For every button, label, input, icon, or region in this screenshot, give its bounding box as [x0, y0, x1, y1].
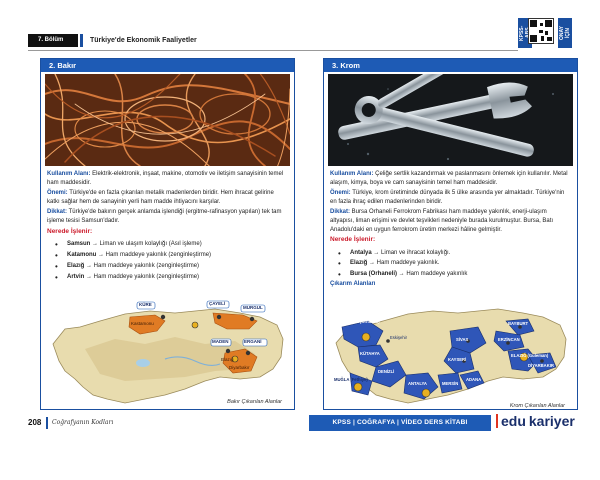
- book-title: KPSS | COĞRAFYA | VİDEO DERS KİTABI: [309, 415, 491, 431]
- note-text: Türkiye'de bakırın gerçek anlamda işlendiği (ergitme-rafinasyon yapılan) tek tam işleme tesisi Samsun'dadır.: [47, 209, 282, 224]
- where-processed: [330, 236, 571, 245]
- copper-section: [40, 58, 295, 410]
- map-label-kastamonu: Kastamonu: [131, 321, 154, 326]
- list-item: • Elazığ → Ham maddeye yakınlık.: [338, 258, 577, 269]
- map-label-kure: KÜRE: [139, 302, 152, 307]
- copper-importance: [47, 189, 288, 206]
- qr-code-icon[interactable]: [528, 18, 554, 44]
- map-label-adana: ADANA: [466, 377, 482, 382]
- footer-separator: [46, 417, 48, 429]
- chrome-note: [330, 208, 571, 234]
- usage-label: Kullanım Alanı:: [330, 171, 374, 177]
- map-label-mersin: MERSİN: [442, 381, 459, 386]
- where-label: Nerede İşlenir:: [330, 236, 376, 244]
- where-label: Nerede İşlenir:: [47, 227, 93, 235]
- wrench-photo: [328, 74, 573, 166]
- usage-label: Kullanım Alanı:: [47, 171, 91, 177]
- note-label: Dikkat:: [330, 209, 351, 216]
- usage-text: Çeliğe sertlik kazandırmak ve paslanmasını önlemek için kullanılır. Metal alaşım, kimya, boya ve cam sanayisinin temel ham maddesidir.: [330, 171, 568, 186]
- processing-list: [338, 248, 577, 280]
- page-header: [28, 25, 571, 52]
- section-title: 3. Krom: [324, 59, 577, 72]
- copper-note: [47, 208, 288, 225]
- chrome-map: [328, 301, 573, 411]
- chapter-separator: [80, 34, 83, 47]
- list-item: • Antalya → Liman ve ihracat kolaylığı.: [338, 248, 577, 259]
- map-label-bursa: BURSA (Orhaneli): [344, 319, 380, 324]
- note-label: Dikkat:: [47, 209, 68, 216]
- map-label-kayseri: KAYSERİ: [448, 357, 467, 362]
- brand-edu: edu: [501, 413, 526, 429]
- map-label-diyarbakir: DİYARBAKIR: [528, 363, 554, 368]
- map-label-murgul: MURGUL: [243, 305, 263, 310]
- copper-usage: [47, 170, 288, 187]
- side-tag-a: KPSS-: [518, 18, 532, 48]
- header-rule: [28, 50, 518, 51]
- map-caption: Krom Çıkarılan Alanlar: [509, 403, 565, 409]
- section-title: 2. Bakır: [41, 59, 294, 72]
- brand-logo: [496, 413, 575, 433]
- where-processed: [47, 228, 288, 237]
- map-caption: Bakır Çıkarılan Alanlar: [227, 399, 282, 405]
- chapter-tag: 7. Bölüm: [28, 34, 78, 47]
- map-label-cayeli: ÇAYELİ: [209, 301, 226, 306]
- importance-label: Önemi:: [330, 190, 351, 197]
- list-item: • Bursa (Orhaneli) → Ham maddeye yakınlık: [338, 269, 577, 280]
- areas-label: Çıkarım Alanları: [330, 281, 376, 288]
- importance-text: Türkiye'de en fazla çıkarılan metalik madenlerden biridir. Hem ihracat gelirine katkı sağlar hem de sanayinin yerli ham madde ihtiyacını karşılar.: [47, 190, 274, 205]
- map-label-sivas: SİVAS: [456, 337, 469, 342]
- chrome-usage: [330, 170, 571, 187]
- page-number: 208: [28, 418, 42, 427]
- chrome-section: [323, 58, 578, 410]
- map-label-elazig: ELAZIĞ (Guleman): [511, 353, 549, 358]
- map-label-eskisehir: Eskişehir: [390, 335, 407, 340]
- side-tag-b: ONAY İÇİN: [558, 18, 572, 48]
- map-label-bayburt: BAYBURT: [508, 321, 529, 326]
- importance-text: Türkiye, krom üretiminde dünyada ilk 5 ülke arasında yer almaktadır. Türkiye'nin en fazla ihraç edilen madenlerinden biridir.: [330, 190, 565, 205]
- list-item: • Elazığ → Ham maddeye yakınlık (zenginleştirme): [55, 261, 294, 272]
- map-label-mugla: MUĞLA (Fethiye): [334, 377, 368, 382]
- brand-bar: [496, 414, 498, 428]
- map-label-erzincan: ERZİNCAN: [498, 337, 520, 342]
- chrome-importance: [330, 189, 571, 206]
- map-label-denizli: DENİZLİ: [378, 369, 395, 374]
- list-item: • Katamonu → Ham maddeye yakınlık (zenginleştirme): [55, 250, 294, 261]
- map-label-kutahya: KÜTAHYA: [360, 351, 380, 356]
- processing-list: [55, 239, 294, 283]
- list-item: • Artvin → Ham maddeye yakınlık (zenginleştirme): [55, 272, 294, 283]
- importance-label: Önemi:: [47, 190, 68, 197]
- map-label-antalya: ANTALYA: [408, 381, 427, 386]
- map-label-diyarbakir: Diyarbakır: [229, 365, 250, 370]
- usage-text: Elektrik-elektronik, inşaat, makine, otomotiv ve iletişim sanayisinin temel ham maddesidir.: [47, 171, 284, 186]
- copper-map: [45, 299, 290, 409]
- brand-kariyer: kariyer: [528, 413, 575, 429]
- copper-wire-photo: [45, 74, 290, 166]
- map-label-elazig: Elazığ: [221, 357, 234, 362]
- note-text: Bursa Orhaneli Ferrokrom Fabrikası ham maddeye yakınlık, enerji-ulaşım altyapısı, liman erişimi ve devlet teşvikleri nedeniyle burada kurulmuştur. Bursa, Batı Anadolu'daki en uygun ferrokrom üretim merkezi hâline gelmiştir.: [330, 209, 554, 233]
- extraction-areas: [330, 280, 571, 289]
- page-footer: [28, 414, 576, 434]
- chapter-title: Türkiye'de Ekonomik Faaliyetler: [90, 37, 197, 44]
- handwritten-subtitle: Coğrafyanın Kodları: [52, 419, 114, 426]
- map-label-maden: MADEN: [212, 339, 229, 344]
- list-item: • Samsun → Liman ve ulaşım kolaylığı (Asıl işleme): [55, 239, 294, 250]
- map-label-ergani: ERGANİ: [244, 339, 262, 344]
